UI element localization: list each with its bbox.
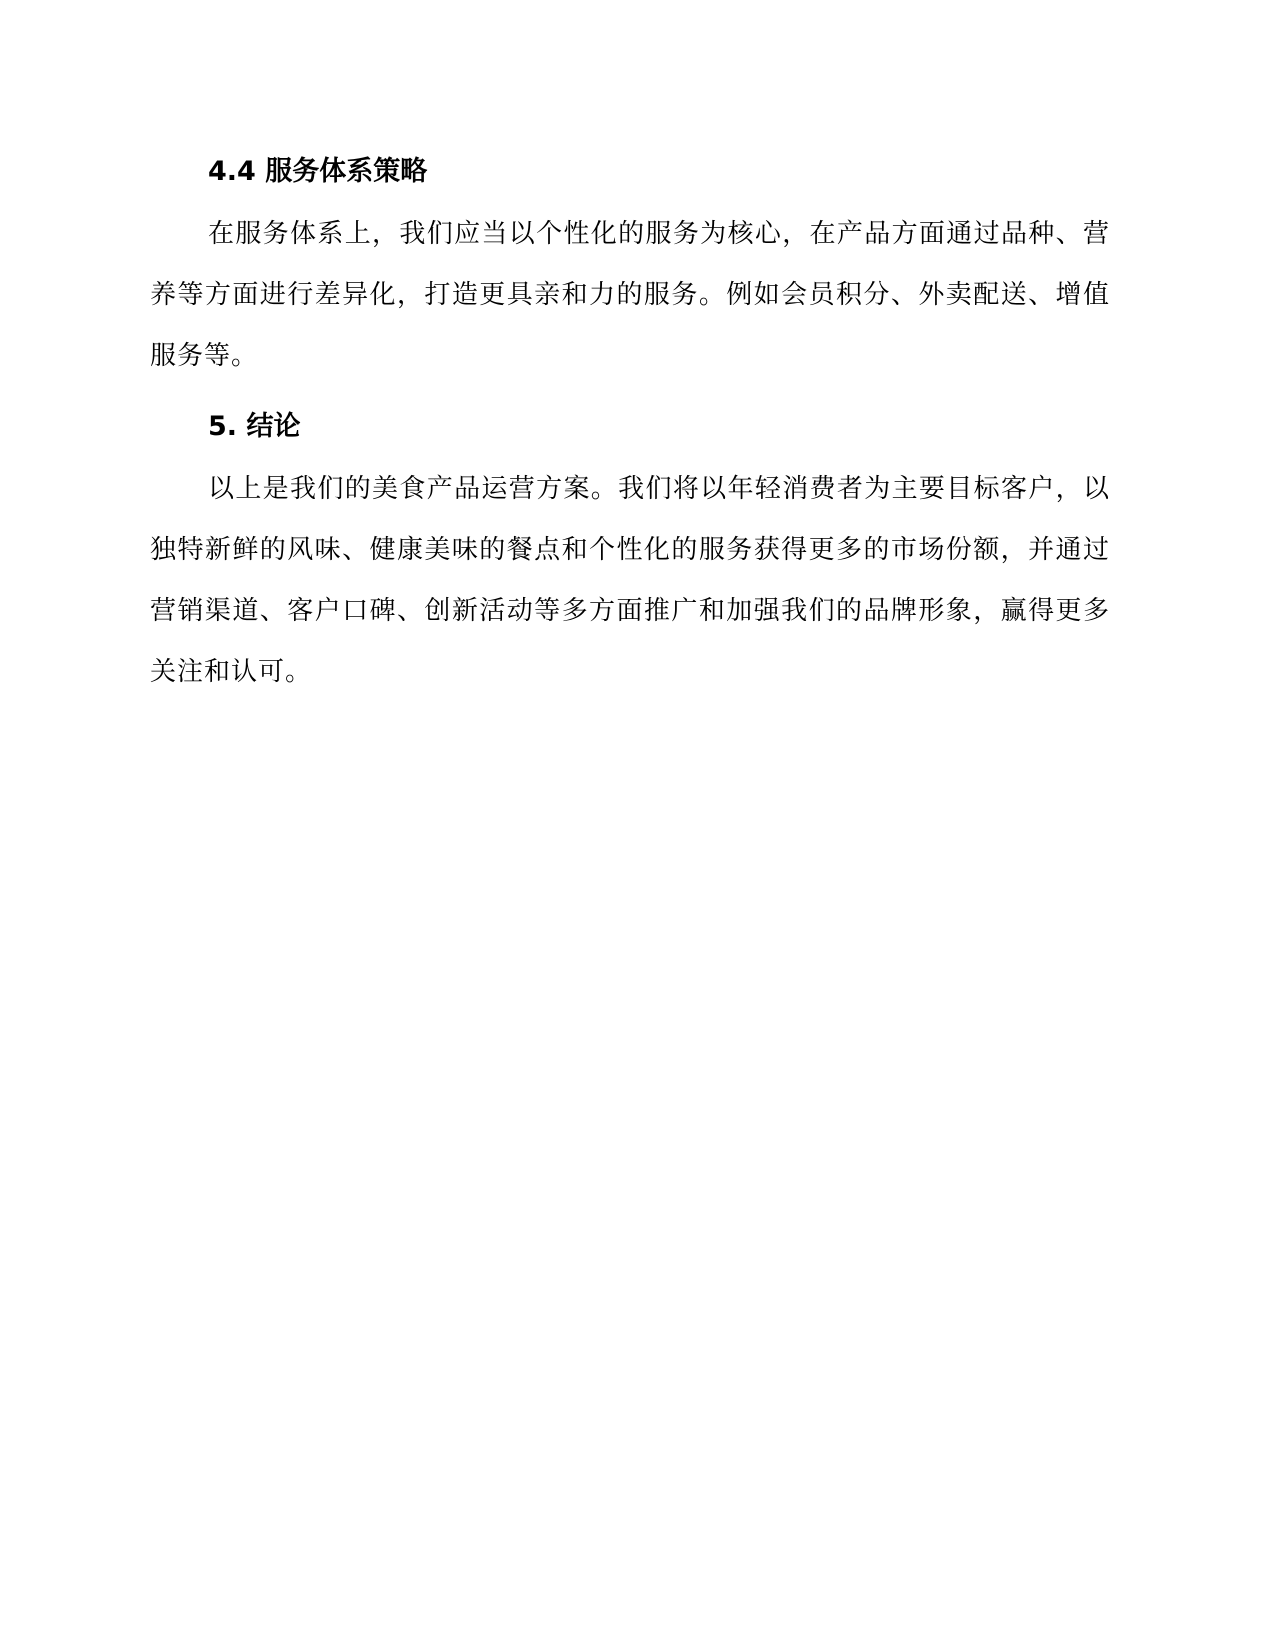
section-paragraph-service-strategy: 在服务体系上，我们应当以个性化的服务为核心，在产品方面通过品种、营养等方面进行差异化，打造更具亲和力的服务。例如会员积分、外卖配送、增值服务等。	[150, 219, 1110, 371]
section-heading-conclusion: 5. 结论	[208, 411, 301, 442]
document-content	[150, 140, 1110, 709]
section-heading-service-strategy: 4.4 服务体系策略	[208, 156, 428, 187]
section-paragraph-conclusion: 以上是我们的美食产品运营方案。我们将以年轻消费者为主要目标客户，以独特新鲜的风味、健康美味的餐点和个性化的服务获得更多的市场份额，并通过营销渠道、客户口碑、创新活动等多方面推广和加强我们的品牌形象，赢得更多关注和认可。	[150, 474, 1110, 687]
